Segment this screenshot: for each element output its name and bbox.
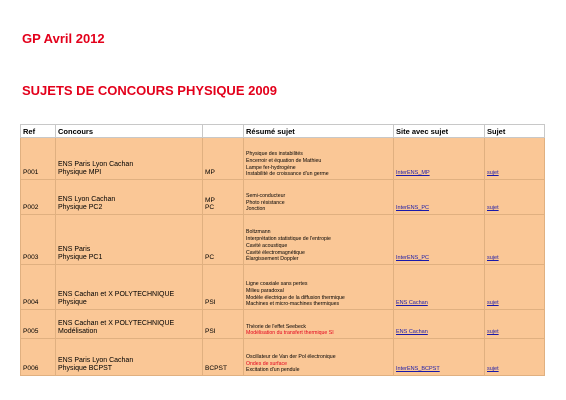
concours-line: ENS Cachan et X POLYTECHNIQUE [58, 290, 175, 298]
cell-concours [56, 180, 203, 215]
concours-line: ENS Lyon Cachan [58, 195, 116, 203]
resume-line: Théorie de l'effet Seebeck [246, 323, 307, 330]
site-link[interactable]: InterENS_MP [396, 169, 430, 176]
page-title: GP Avril 2012 [22, 31, 105, 46]
resume-line: Physique des instabilités [246, 151, 303, 157]
resume-line: Modèle électrique de la diffusion thermique [246, 294, 345, 301]
header-site: Site avec sujet [394, 125, 485, 138]
resume-line: Interprétation statistique de l'entropie [246, 236, 331, 242]
cell-ref: P001 [21, 138, 56, 180]
concours-line: Modélisation [58, 327, 98, 335]
table-row [21, 339, 545, 376]
cell-resume [244, 339, 394, 376]
cell-ref: P006 [21, 339, 56, 376]
header-ref: Ref [21, 125, 56, 138]
cell-sujet [485, 310, 545, 339]
cell-ref: P002 [21, 180, 56, 215]
resume-line: Excitation d'un pendule [246, 367, 300, 374]
cell-site [394, 310, 485, 339]
resume-line: Jonction [246, 206, 266, 213]
sujet-link[interactable]: sujet [487, 365, 499, 372]
sujet-link[interactable]: sujet [487, 169, 499, 176]
cell-ref: P005 [21, 310, 56, 339]
cell-site [394, 215, 485, 265]
site-link[interactable]: InterENS_PC [396, 254, 430, 261]
table-row [21, 265, 545, 310]
resume-line: Modélisation du transfert thermique SI [246, 330, 334, 337]
cell-sujet [485, 138, 545, 180]
concours-line: Physique [58, 298, 87, 306]
cell-sujet [485, 265, 545, 310]
concours-line: Physique MPI [58, 168, 102, 176]
resume-line: Ondes de surface [246, 360, 287, 367]
table-row [21, 215, 545, 265]
header-sujet: Sujet [485, 125, 545, 138]
resume-line: Boltzmann [246, 229, 271, 236]
concours-line: ENS Paris Lyon Cachan [58, 160, 134, 168]
header-concours: Concours [56, 125, 203, 138]
page-subtitle: SUJETS DE CONCOURS PHYSIQUE 2009 [22, 83, 278, 98]
cell-concours [56, 310, 203, 339]
site-link[interactable]: InterENS_BCPST [396, 365, 440, 372]
cell-concours [56, 265, 203, 310]
resume-line: Élargissement Doppler [246, 256, 299, 263]
filiere-line: PC [205, 204, 215, 212]
cell-ref: P003 [21, 215, 56, 265]
cell-sujet [485, 180, 545, 215]
filiere-line: MP [205, 196, 215, 204]
cell-concours [56, 339, 203, 376]
cell-filiere [203, 310, 244, 339]
resume-line: Encerroir et équation de Mathieu [246, 157, 322, 164]
concours-line: Physique BCPST [58, 364, 113, 372]
sujet-link[interactable]: sujet [487, 254, 499, 261]
filiere-line: PSI [205, 299, 216, 307]
header-filiere [203, 125, 244, 138]
table-header-row [21, 125, 545, 138]
filiere-line: MP [205, 169, 215, 177]
cell-filiere [203, 180, 244, 215]
cell-ref: P004 [21, 265, 56, 310]
cell-resume [244, 310, 394, 339]
cell-sujet [485, 215, 545, 265]
cell-concours [56, 215, 203, 265]
filiere-line: BCPST [205, 365, 227, 373]
sujet-link[interactable]: sujet [487, 204, 499, 211]
filiere-line: PC [205, 254, 215, 262]
concours-line: ENS Cachan et X POLYTECHNIQUE [58, 319, 175, 327]
site-link[interactable]: ENS Cachan [396, 299, 428, 306]
site-link[interactable]: ENS Cachan [396, 328, 428, 335]
concours-line: ENS Paris Lyon Cachan [58, 356, 134, 364]
cell-filiere [203, 215, 244, 265]
cell-site [394, 180, 485, 215]
cell-resume [244, 138, 394, 180]
resume-line: Machines et micro-machines thermiques [246, 301, 340, 308]
resume-line: Oscillateur de Van der Pol électronique [246, 353, 336, 360]
cell-filiere [203, 265, 244, 310]
resume-line: Cavité électromagnétique [246, 249, 305, 256]
resume-line: Semi-conducteur [246, 192, 286, 199]
concours-line: Physique PC2 [58, 203, 103, 211]
cell-filiere [203, 339, 244, 376]
cell-resume [244, 180, 394, 215]
cell-filiere [203, 138, 244, 180]
filiere-line: PSI [205, 328, 216, 336]
resume-line: Instabilité de croissance d'un germe [246, 171, 329, 178]
resume-line: Milieu paradoxal [246, 287, 284, 294]
site-link[interactable]: InterENS_PC [396, 204, 430, 211]
sujet-link[interactable]: sujet [487, 328, 499, 335]
table-row [21, 180, 545, 215]
sujet-link[interactable]: sujet [487, 299, 499, 306]
table-row [21, 138, 545, 180]
cell-site [394, 339, 485, 376]
cell-sujet [485, 339, 545, 376]
table-row [21, 310, 545, 339]
cell-resume [244, 265, 394, 310]
concours-line: Physique PC1 [58, 253, 103, 261]
header-resume: Résumé sujet [244, 125, 394, 138]
resume-line: Lampe fer-hydrogène [246, 164, 296, 171]
cell-concours [56, 138, 203, 180]
resume-line: Cavité acoustique [246, 242, 288, 249]
cell-site [394, 138, 485, 180]
resume-line: Ligne coaxiale sans pertes [246, 281, 308, 287]
cell-resume [244, 215, 394, 265]
concours-line: ENS Paris [58, 245, 91, 253]
cell-site [394, 265, 485, 310]
resume-line: Photo résistance [246, 199, 285, 206]
subjects-table [20, 124, 545, 376]
